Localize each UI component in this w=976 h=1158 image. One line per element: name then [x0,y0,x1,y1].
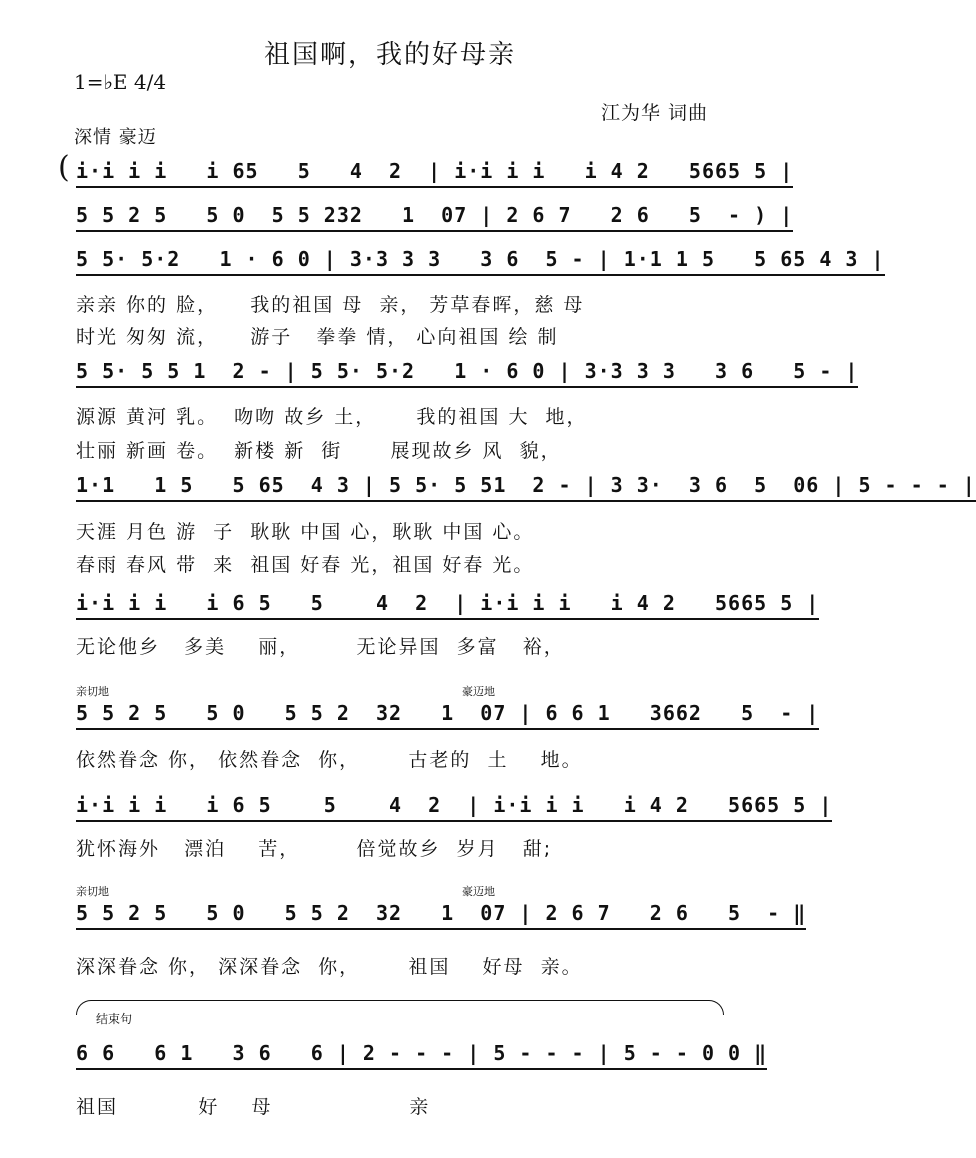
notation-text: 1·1 1 5 5 65 4 3 | 5 5· 5 51 2 - | 3 3· 3 6 5 06 | 5 - - - | [76,470,976,502]
lyric-line-8: 依然眷念 你， 依然眷念 你， 古老的 土 地。 [76,749,583,771]
music-line-2 [76,202,793,232]
lyric-line-6: 春雨 春风 带 来 祖国 好春 光，祖国 好春 光。 [76,554,535,576]
lyric-line-11: 祖国 好 母 亲 [76,1096,431,1118]
lyric-line-10: 深深眷念 你， 深深眷念 你， 祖国 好母 亲。 [76,956,583,978]
music-line-10 [76,1040,767,1070]
lyric-line-1: 亲亲 你的 脸， 我的祖国 母 亲， 芳草春晖，慈 母 [76,294,585,316]
expression-mark: 亲切地 [76,885,109,898]
expression-mark: 豪迈地 [462,885,495,898]
notation-text: 5 5 2 5 5 0 5 5 2 32 1 07 | 2 6 7 2 6 5 - ‖ [76,898,806,930]
lyric-line-4: 壮丽 新画 卷。 新楼 新 街 展现故乡 风 貌， [76,440,562,462]
music-line-3 [76,246,885,276]
music-line-9 [76,900,806,930]
lyric-line-3: 源源 黄河 乳。 吻吻 故乡 土， 我的祖国 大 地， [76,406,588,428]
music-line-4 [76,358,858,388]
lyric-line-7: 无论他乡 多美 丽， 无论异国 多富 裕， [76,636,565,658]
notation-text: 6 6 6 1 3 6 6 | 2 - - - | 5 - - - | 5 - - 0 0 ‖ [76,1038,767,1070]
tempo-marking: 深情 豪迈 [74,127,157,148]
music-line-5 [76,472,976,502]
key-signature: 1=♭E 4/4 [74,70,167,94]
notation-text: 5 5· 5 5 1 2 - | 5 5· 5·2 1 · 6 0 | 3·3 3 3 3 6 5 - | [76,356,858,388]
notation-text: 5 5· 5·2 1 · 6 0 | 3·3 3 3 3 6 5 - | 1·1 1 5 5 65 4 3 | [76,244,885,276]
notation-text: i·i i i i 6 5 5 4 2 | i·i i i i 4 2 5665 5 | [76,790,832,822]
notation-text: 5 5 2 5 5 0 5 5 2 32 1 07 | 6 6 1 3662 5 - | [76,698,819,730]
song-title: 祖国啊，我的好母亲 [263,40,516,70]
music-line-8 [76,792,832,822]
notation-text: i·i i i i 6 5 5 4 2 | i·i i i i 4 2 5665 5 | [76,588,819,620]
lyric-line-5: 天涯 月色 游 子 耿耿 中国 心，耿耿 中国 心。 [76,521,535,543]
music-line-7 [76,700,819,730]
notation-text: i·i i i i 65 5 4 2 | i·i i i i 4 2 5665 5 | [76,156,793,188]
expression-mark: 亲切地 [76,685,109,698]
lyric-line-2: 时光 匆匆 流， 游子 拳拳 情， 心向祖国 绘 制 [76,326,559,348]
expression-mark: 豪迈地 [462,685,495,698]
lyric-line-9: 犹怀海外 漂泊 苦， 倍觉故乡 岁月 甜; [76,838,553,860]
coda-bracket [76,1000,724,1015]
notation-text: 5 5 2 5 5 0 5 5 232 1 07 | 2 6 7 2 6 5 - ) | [76,200,793,232]
author-credit: 江为华 词曲 [600,102,708,124]
music-line-1 [76,158,793,188]
intro-parenthesis: ( [58,150,70,185]
music-line-6 [76,590,819,620]
coda-label: 结束句 [96,1012,133,1026]
